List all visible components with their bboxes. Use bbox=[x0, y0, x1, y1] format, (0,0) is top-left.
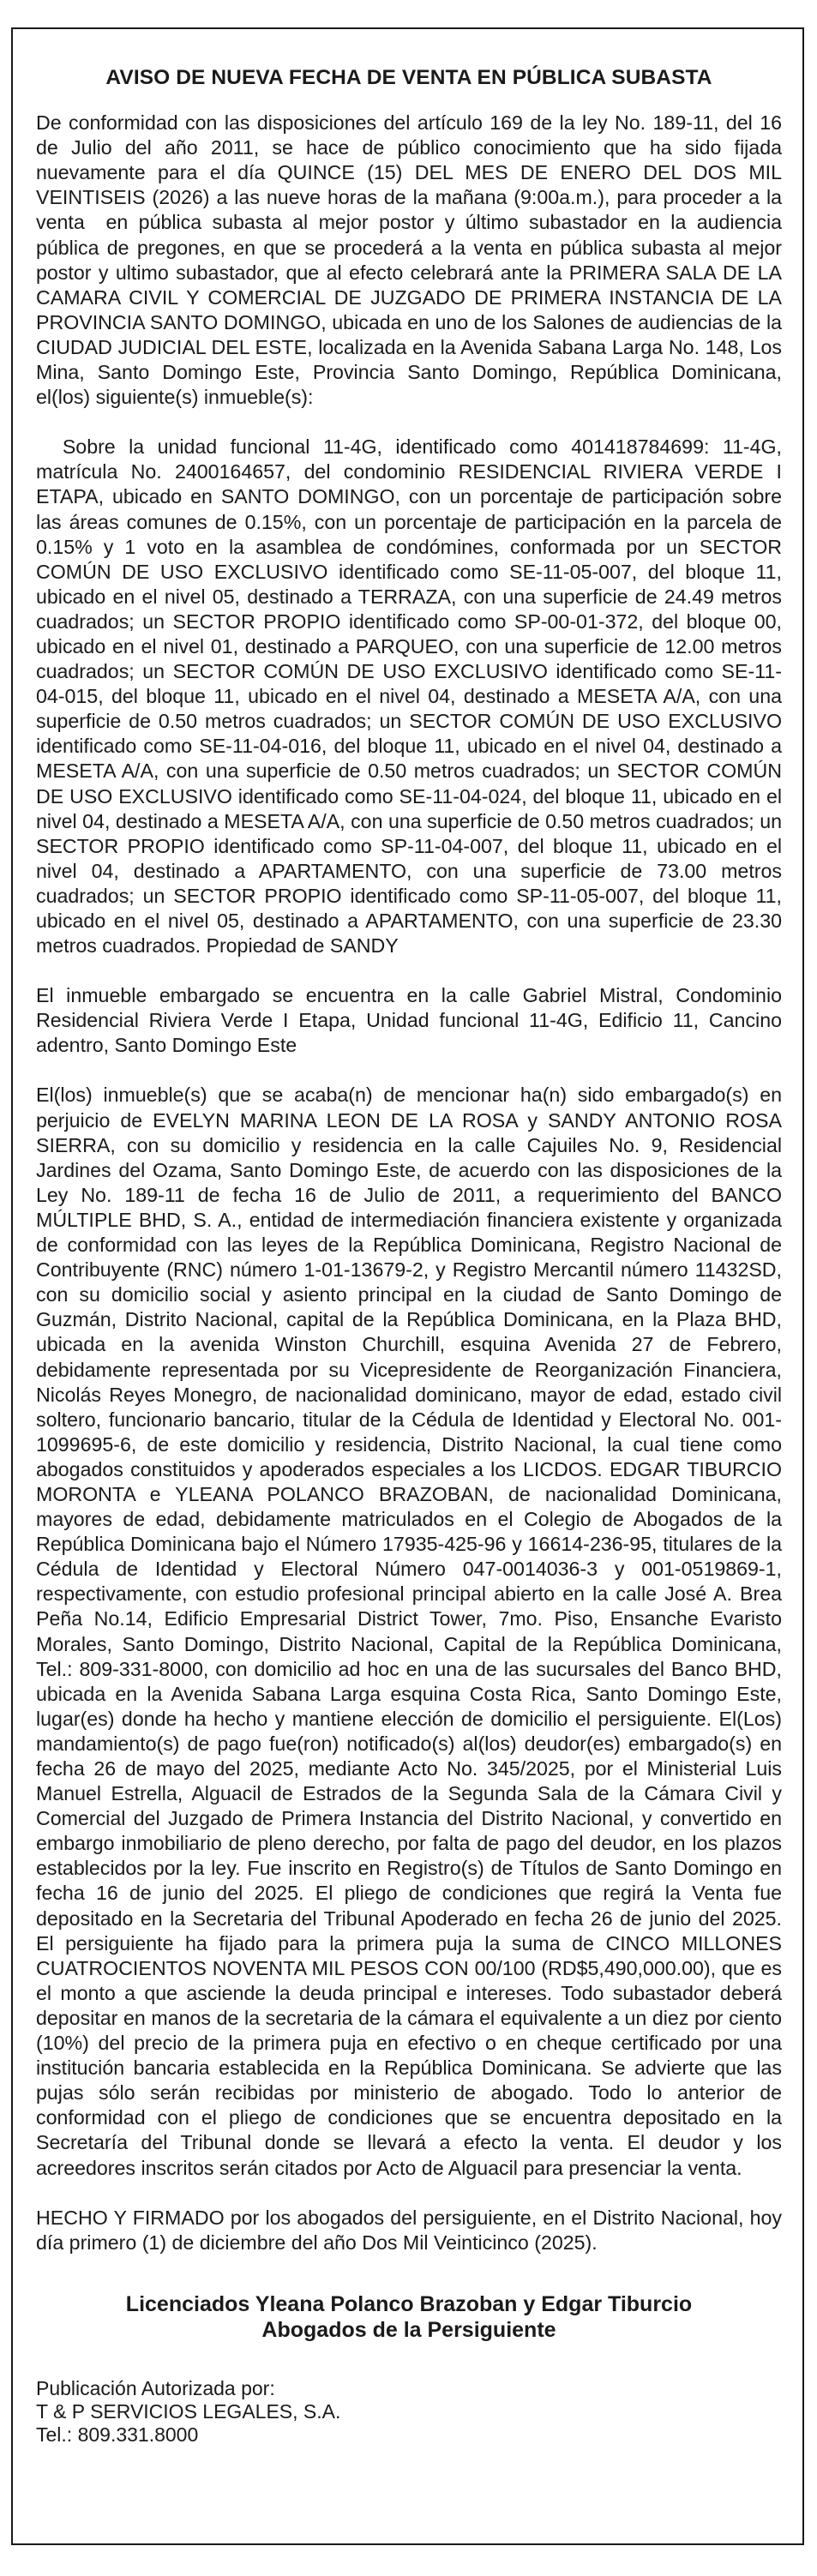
signature-block bbox=[36, 2291, 782, 2343]
notice-title: AVISO DE NUEVA FECHA DE VENTA EN PÚBLICA SUBASTA bbox=[105, 66, 712, 89]
notice-paragraph-details: El(los) inmueble(s) que se acaba(n) de mencionar ha(n) sido embargado(s) en perjuicio de EVELYN MARINA LEON DE LA ROSA y SANDY ANTONIO ROSA SIERRA, con su domicilio y residencia en la calle Cajuiles No. 9, Residencial Jardines del Ozama, Santo Domingo Este, de acuerdo con las disposiciones de la Ley No. 189-11 de fecha 16 de Julio de 2011, a requerimiento del BANCO MÚLTIPLE BHD, S. A., entidad de intermediación financiera existente y organizada de conformidad con las leyes de la República Dominicana, Registro Nacional de Contribuyente (RNC) número 1-01-13679-2, y Registro Mercantil número 11432SD, con su domicilio social y asiento principal en la ciudad de Santo Domingo de Guzmán, Distrito Nacional, capital de la República Dominicana, en la Plaza BHD, ubicada en la avenida Winston Churchill, esquina Avenida 27 de Febrero, debidamente representada por su Vicepresidente de Reorganización Financiera, Nicolás Reyes Monegro, de nacionalidad dominicano, mayor de edad, estado civil soltero, funcionario bancario, titular de la Cédula de Identidad y Electoral No. 001-1099695-6, de este domicilio y residencia, Distrito Nacional, la cual tiene como abogados constituidos y apoderados especiales a los LICDOS. EDGAR TIBURCIO MORONTA e YLEANA POLANCO BRAZOBAN, de nacionalidad Dominicana, mayores de edad, debidamente matriculados en el Colegio de Abogados de la República Dominicana bajo el Número 17935-425-96 y 16614-236-95, titulares de la Cédula de Identidad y Electoral Número 047-0014036-3 y 001-0519869-1, respectivamente, con estudio profesional principal abierto en la calle José A. Brea Peña No.14, Edificio Empresarial District Tower, 7mo. Piso, Ensanche Evaristo Morales, Santo Domingo, Distrito Nacional, Capital de la República Dominicana, Tel.: 809-331-8000, con domicilio ad hoc en una de las sucursales del Banco BHD, ubicada en la Avenida Sabana Larga esquina Costa Rica, Santo Domingo Este, lugar(es) donde ha hecho y mantiene elección de domicilio el persiguiente. El(Los) mandamiento(s) de pago fue(ron) notificado(s) al(los) deudor(es) embargado(s) en fecha 26 de mayo del 2025, mediante Acto No. 345/2025, por el Ministerial Luis Manuel Estrella, Alguacil de Estrados de la Segunda Sala de la Cámara Civil y Comercial del Juzgado de Primera Instancia del Distrito Nacional, y convertido en embargo inmobiliario de pleno derecho, por falta de pago del deudor, en los plazos establecidos por la ley. Fue inscrito en Registro(s) de Títulos de Santo Domingo en fecha 16 de junio del 2025. El pliego de condiciones que regirá la Venta fue depositado en la Secretaria del Tribunal Apoderado en fecha 26 de junio del 2025. El persiguiente ha fijado para la primera puja la suma de CINCO MILLONES CUATROCIENTOS NOVENTA MIL PESOS CON 00/100 (RD$5,490,000.00), que es el monto a que asciende la deuda principal e intereses. Todo subastador deberá depositar en manos de la secretaria de la cámara el equivalente a un diez por ciento (10%) del precio de la primera puja en efectivo o en cheque certificado por una institución bancaria establecida en la República Dominicana. Se advierte que las pujas sólo serán recibidas por ministerio de abogado. Todo lo anterior de conformidad con el pliego de condiciones que se encuentra depositado en la Secretaría del Tribunal donde se llevará a efecto la venta. El deudor y los acreedores inscritos serán citados por Acto de Alguacil para presenciar la venta. bbox=[36, 1084, 782, 2179]
publication-phone: Tel.: 809.331.8000 bbox=[36, 2423, 199, 2446]
notice-paragraph-location: El inmueble embargado se encuentra en la calle Gabriel Mistral, Condominio Residencial Riviera Verde I Etapa, Unidad funcional 11-4G, Edificio 11, Cancino adentro, Santo Domingo Este bbox=[36, 984, 782, 1057]
notice-paragraph-intro: De conformidad con las disposiciones del artículo 169 de la ley No. 189-11, del 16 de Julio del año 2011, se hace de público conocimiento que ha sido fijada nuevamente para el día QUINCE (15) DEL MES DE ENERO DEL DOS MIL VEINTISEIS (2026) a las nueve horas de la mañana (9:00a.m.), para proceder a la venta en pública subasta al mejor postor y último subastador en la audiencia pública de pregones, en que se procederá a la venta en pública subasta al mejor postor y ultimo subastador, que al efecto celebrará ante la PRIMERA SALA DE LA CAMARA CIVIL Y COMERCIAL DE JUZGADO DE PRIMERA INSTANCIA DE LA PROVINCIA SANTO DOMINGO, ubicada en uno de los Salones de audiencias de la CIUDAD JUDICIAL DEL ESTE, localizada en la Avenida Sabana Larga No. 148, Los Mina, Santo Domingo Este, Provincia Santo Domingo, República Dominicana, el(los) siguiente(s) inmueble(s): bbox=[36, 111, 793, 409]
publication-info bbox=[36, 2377, 782, 2447]
legal-notice bbox=[36, 55, 793, 2447]
notice-paragraph-property: Sobre la unidad funcional 11-4G, identificado como 401418784699: 11-4G, matrícula No. 2400164657, del condominio RESIDENCIAL RIVIERA VERDE I ETAPA, ubicado en SANTO DOMINGO, con un porcentaje de participación sobre las áreas comunes de 0.15%, con un porcentaje de participación en la parcela de 0.15% y 1 voto en la asamblea de condómines, conformada por un SECTOR COMÚN DE USO EXCLUSIVO identificado como SE-11-05-007, del bloque 11, ubicado en el nivel 05, destinado a TERRAZA, con una superficie de 24.49 metros cuadrados; un SECTOR PROPIO identificado como SP-00-01-372, del bloque 00, ubicado en el nivel 01, destinado a PARQUEO, con una superficie de 12.00 metros cuadrados; un SECTOR COMÚN DE USO EXCLUSIVO identificado como SE-11-04-015, del bloque 11, ubicado en el nivel 04, destinado a MESETA A/A, con una superficie de 0.50 metros cuadrados; un SECTOR COMÚN DE USO EXCLUSIVO identificado como SE-11-04-016, del bloque 11, ubicado en el nivel 04, destinado a MESETA A/A, con una superficie de 0.50 metros cuadrados; un SECTOR COMÚN DE USO EXCLUSIVO identificado como SE-11-04-024, del bloque 11, ubicado en el nivel 04, destinado a MESETA A/A, con una superficie de 0.50 metros cuadrados; un SECTOR PROPIO identificado como SP-11-04-007, del bloque 11, ubicado en el nivel 04, destinado a APARTAMENTO, con una superficie de 73.00 metros cuadrados; un SECTOR PROPIO identificado como SP-11-05-007, del bloque 11, ubicado en el nivel 05, destinado a APARTAMENTO, con una superficie de 23.30 metros cuadrados. Propiedad de SANDY bbox=[36, 435, 788, 958]
publication-label: Publicación Autorizada por: bbox=[36, 2376, 275, 2399]
signature-lawyers: Licenciados Yleana Polanco Brazoban y Edgar Tiburcio bbox=[125, 2291, 693, 2316]
publication-company: T & P SERVICIOS LEGALES, S.A. bbox=[36, 2399, 341, 2423]
notice-closing: HECHO Y FIRMADO por los abogados del persiguiente, en el Distrito Nacional, hoy día primero (1) de diciembre del año Dos Mil Veinticinco (2025). bbox=[36, 2206, 782, 2254]
signature-role: Abogados de la Persiguiente bbox=[261, 2317, 556, 2342]
